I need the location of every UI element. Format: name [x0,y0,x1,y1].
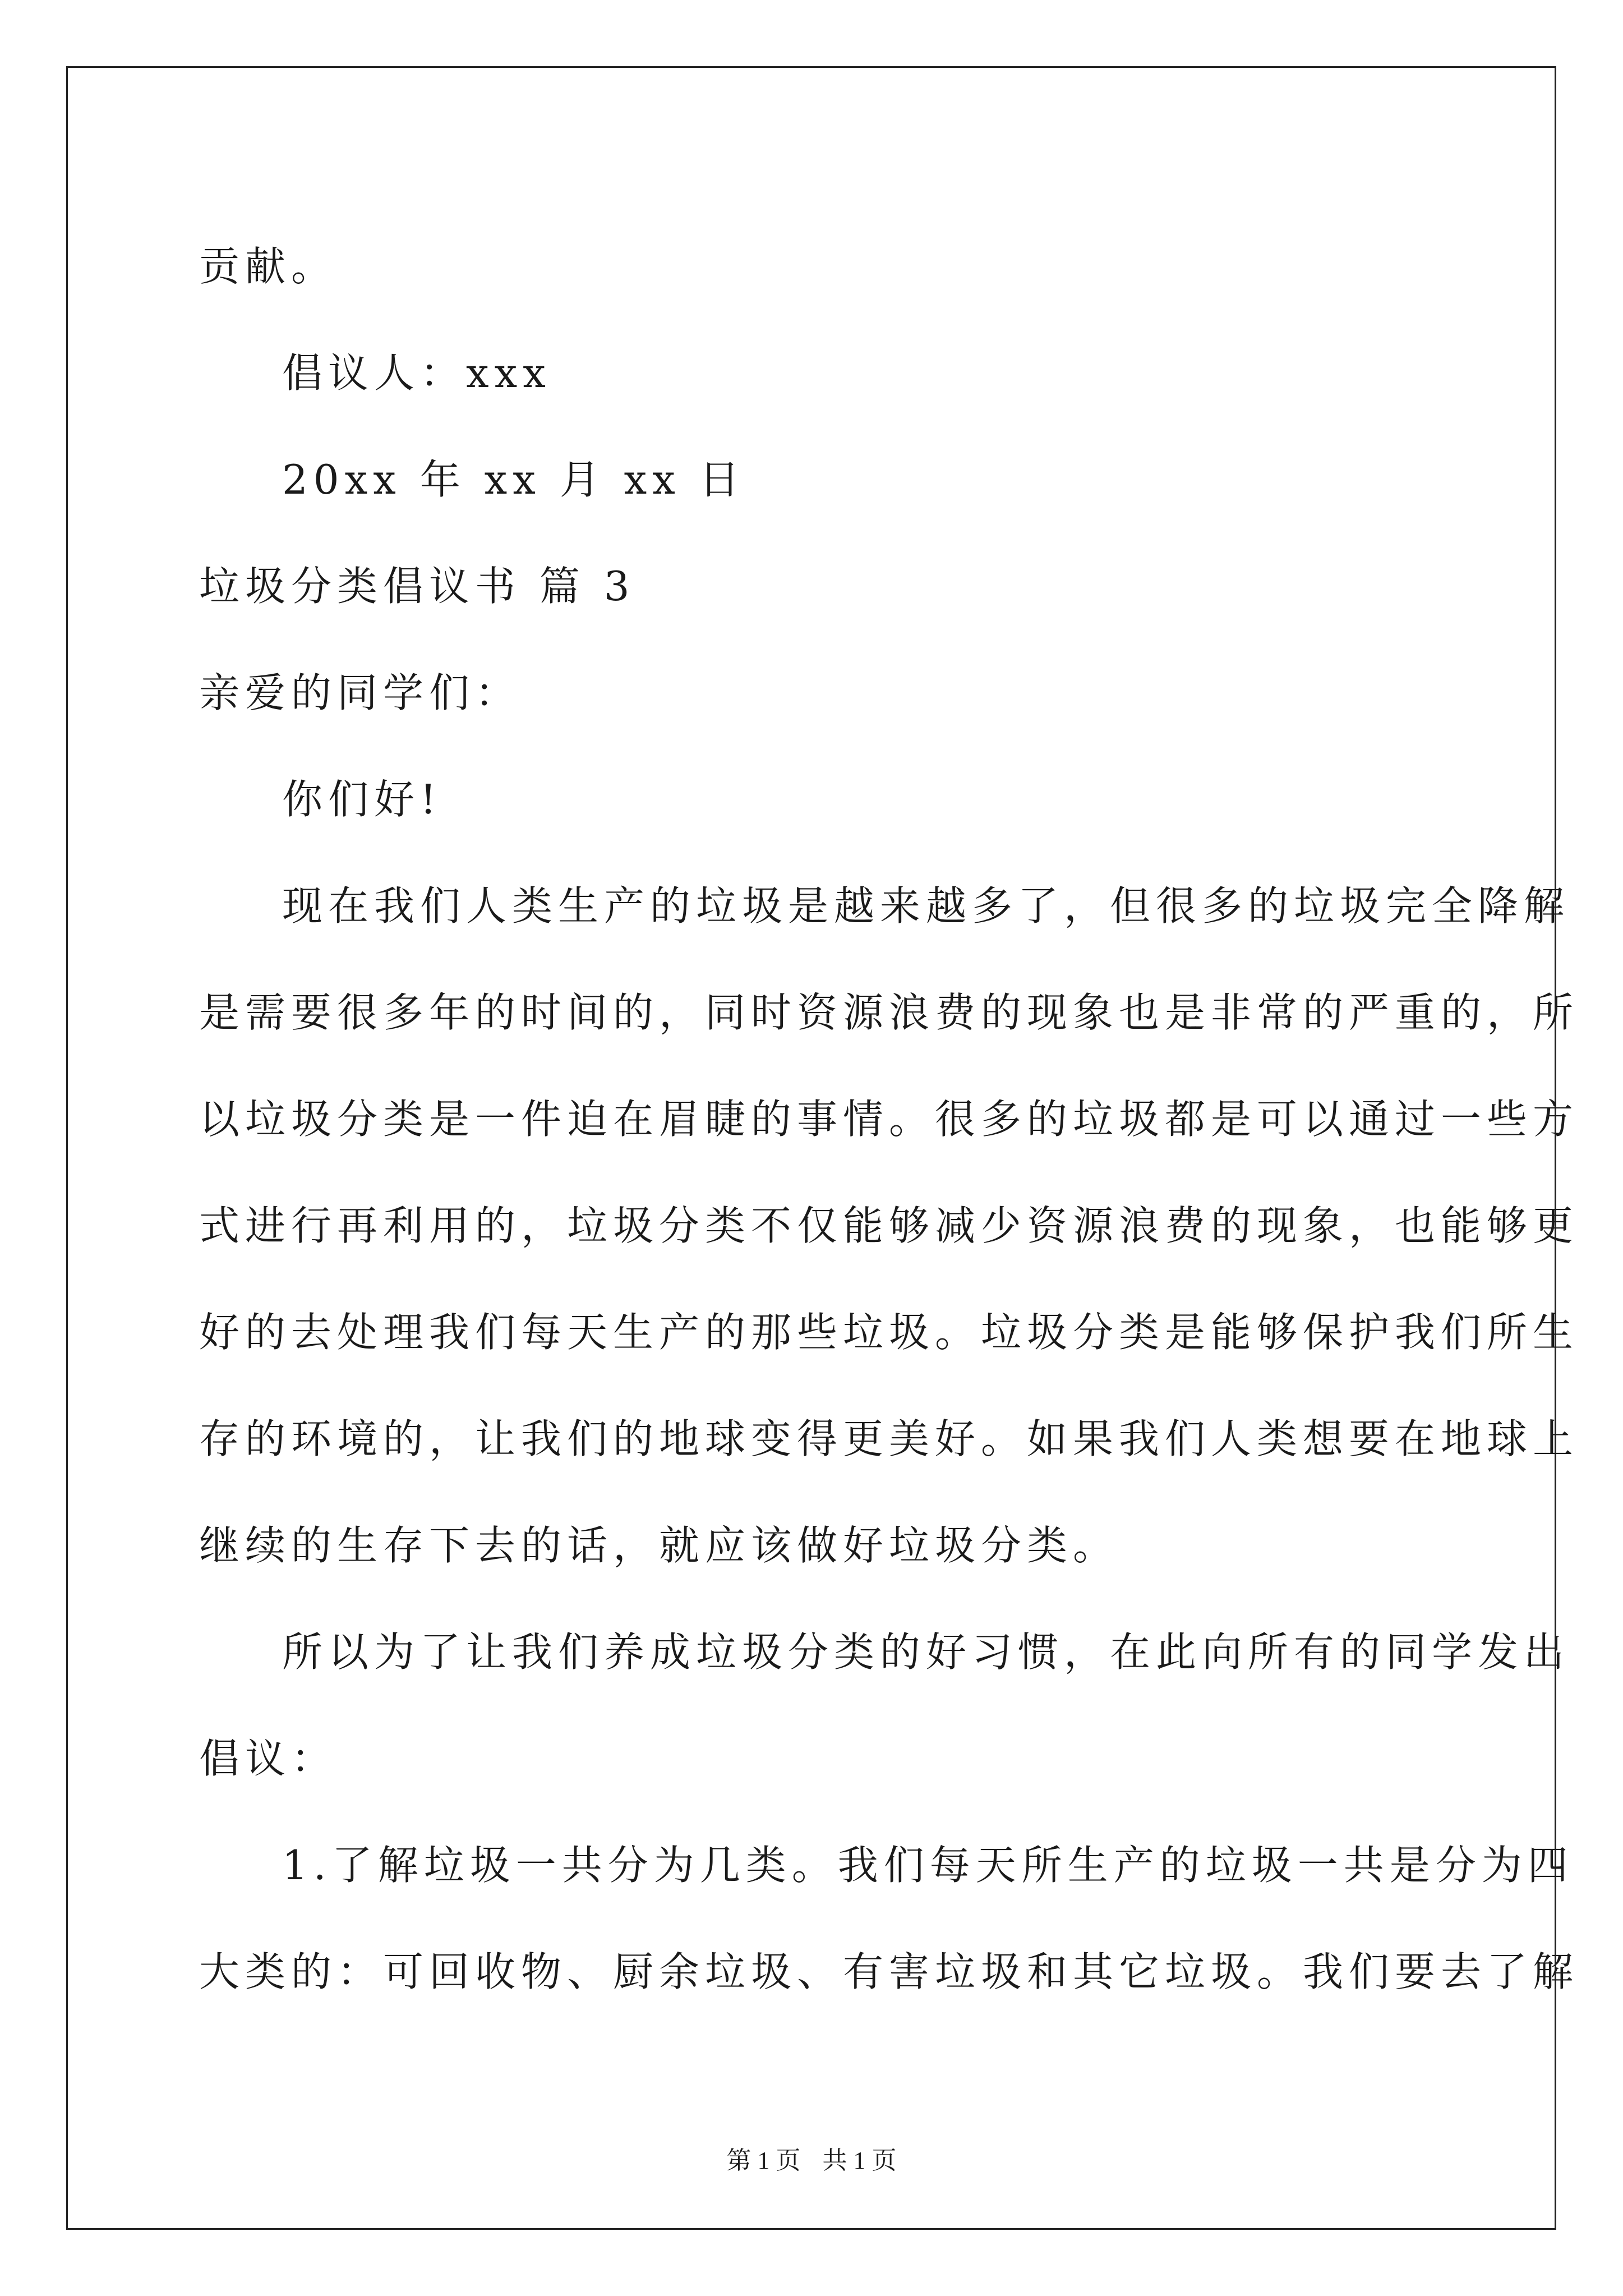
page-number: 第 1 页 [726,2147,801,2174]
document-body [199,213,1579,2025]
text-line: 倡议： [199,1735,338,1782]
text-line: 好的去处理我们每天生产的那些垃圾。垃圾分类是能够保护我们所生 [199,1309,1579,1356]
text-line: 亲爱的同学们： [199,669,522,716]
paragraph-closing [199,213,1433,320]
text-line: 贡献。 [199,243,338,290]
text-line: 1.了解垃圾一共分为几类。我们每天所生产的垃圾一共是分为四 [282,1842,1574,1889]
page-total: 共 1 页 [822,2147,897,2174]
text-line: 以垃圾分类是一件迫在眉睫的事情。很多的垃圾都是可以通过一些方 [199,1096,1579,1143]
paragraph-date [199,426,1433,533]
paragraph-greeting [199,746,1433,853]
paragraph-body [199,853,1579,1599]
text-line: 现在我们人类生产的垃圾是越来越多了，但很多的垃圾完全降解 [282,882,1570,930]
text-line: 存的环境的，让我们的地球变得更美好。如果我们人类想要在地球上 [199,1415,1579,1462]
text-line: 20xx 年 xx 月 xx 日 [282,456,745,503]
text-line: 继续的生存下去的话，就应该做好垃圾分类。 [199,1522,1119,1569]
paragraph-list-item [199,1812,1579,2025]
paragraph-proposer [199,320,1433,426]
section-title [199,533,1433,639]
paragraph-body [199,1599,1570,1812]
text-line: 式进行再利用的，垃圾分类不仅能够减少资源浪费的现象，也能够更 [199,1202,1579,1249]
text-line: 倡议人：xxx [282,349,551,397]
text-line: 你们好! [282,776,442,823]
text-line: 所以为了让我们养成垃圾分类的好习惯，在此向所有的同学发出 [282,1628,1570,1676]
text-line: 是需要很多年的时间的，同时资源浪费的现象也是非常的严重的，所 [199,989,1579,1036]
text-line: 大类的：可回收物、厨余垃圾、有害垃圾和其它垃圾。我们要去了解 [199,1948,1579,1995]
text-line: 垃圾分类倡议书 篇 3 [199,563,635,610]
page-footer [0,2140,1623,2176]
paragraph-salutation [199,639,1433,746]
